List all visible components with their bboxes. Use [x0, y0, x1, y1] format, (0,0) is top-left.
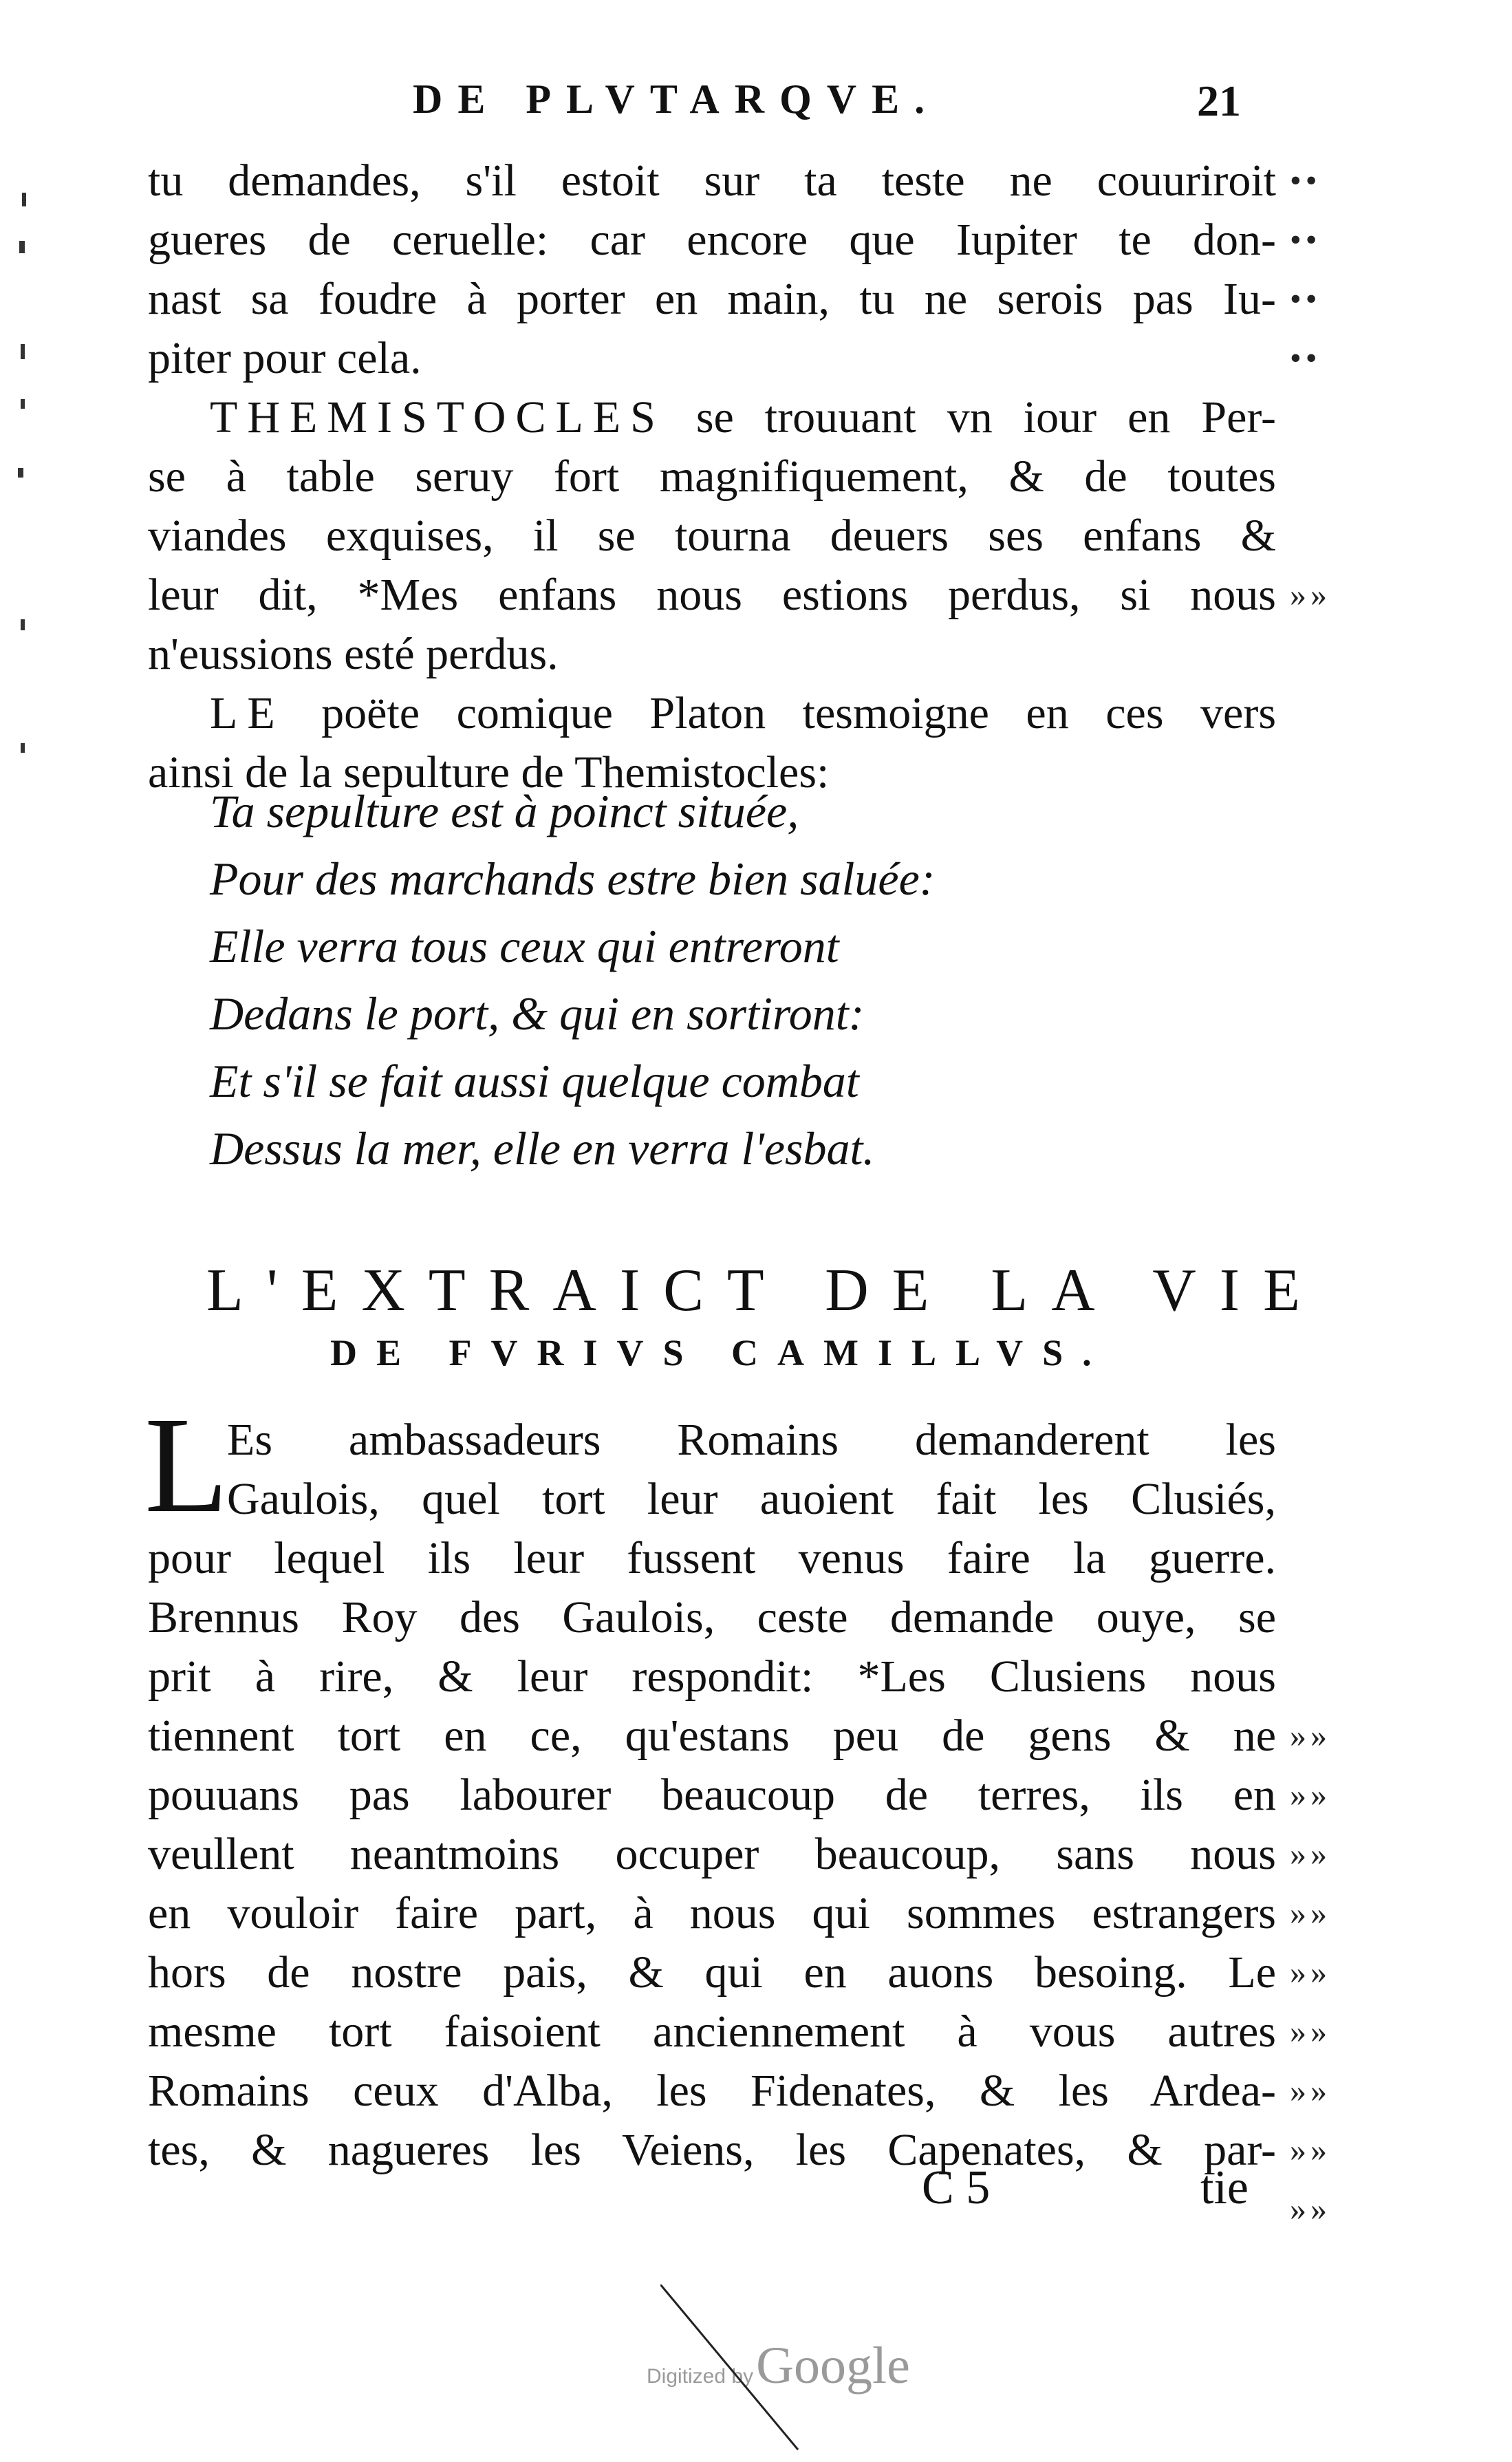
text-line: Romains ceux d'Alba, les Fidenates, & les Ardea-	[148, 2066, 1276, 2116]
paragraph-2	[148, 388, 1276, 684]
paragraph-4	[148, 1411, 1276, 2180]
margin-mark	[1290, 447, 1331, 506]
text-line: viandes exquises, il se tourna deuers ses enfans &	[148, 511, 1276, 561]
margin-mark: »»	[1290, 2132, 1331, 2168]
text-line: hors de nostre pais, & qui en auons besoing. Le	[148, 1947, 1276, 1998]
text-line: piter pour cela.	[148, 333, 422, 383]
margin-mark	[1290, 506, 1331, 566]
text-line: n'eussions esté perdus.	[148, 629, 559, 679]
lead-word: LE	[210, 688, 285, 738]
margin-mark: »»	[1290, 1717, 1331, 1754]
margin-mark: »»	[1290, 2013, 1331, 2050]
text-line: nast sa foudre à porter en main, tu ne serois pas Iu-	[148, 274, 1276, 324]
text-line: Es ambassadeurs Romains demanderent les	[227, 1415, 1276, 1465]
verse-line: Elle verra tous ceux qui entreront	[210, 920, 839, 972]
drop-cap: L	[144, 1389, 229, 1541]
text-line: se à table seruy fort magnifiquement, & de toutes	[148, 451, 1276, 502]
text-line: Brennus Roy des Gaulois, ceste demande ouye, se	[148, 1592, 1276, 1642]
signature-mark: C 5	[922, 2161, 991, 2214]
margin-quote-marks-top	[1290, 151, 1331, 625]
text-line: pour lequel ils leur fussent venus faire la guerre.	[148, 1533, 1276, 1583]
lead-name: THEMISTOCLES	[210, 392, 665, 442]
margin-mark: ••	[1290, 162, 1321, 199]
verse-line: Ta sepulture est à poinct située,	[210, 785, 799, 837]
margin-mark	[1290, 388, 1331, 447]
text-run: poëte comique Platon tesmoigne en ces vers	[321, 688, 1276, 738]
text-line: prit à rire, & leur respondit: *Les Clusiens nous	[148, 1651, 1276, 1702]
text-line: veullent neantmoins occuper beaucoup, sans nous	[148, 1829, 1276, 1879]
margin-mark: »»	[1290, 1777, 1331, 1813]
verse-line: Dessus la mer, elle en verra l'esbat.	[210, 1122, 875, 1175]
text-line: pouuans pas labourer beaucoup de terres, ils en	[148, 1770, 1276, 1820]
google-logo: Google	[756, 2337, 910, 2395]
verse-line: Et s'il se fait aussi quelque combat	[210, 1055, 859, 1107]
section-subtitle: DE FVRIVS CAMILLVS.	[330, 1332, 1111, 1373]
text-line: gueres de ceruelle: car encore que Iupiter te don-	[148, 215, 1276, 265]
catchword: tie	[1200, 2161, 1249, 2214]
paragraph-1	[148, 151, 1276, 388]
digitized-label: Digitized by	[647, 2365, 754, 2388]
margin-mark: »»	[1290, 577, 1331, 613]
margin-mark: ••	[1290, 340, 1321, 376]
margin-mark: »»	[1290, 1836, 1331, 1872]
margin-mark: ••	[1290, 281, 1321, 317]
margin-mark: ••	[1290, 222, 1321, 258]
bleed-through-specks	[14, 138, 41, 764]
running-head: DE PLVTARQVE.	[413, 76, 940, 122]
text-line: leur dit, *Mes enfans nous estions perdus, si nous	[148, 570, 1276, 620]
text-run: se trouuant vn iour en Per-	[695, 392, 1277, 442]
text-line	[148, 388, 1276, 447]
specks-icon	[14, 138, 41, 757]
verse-line: Pour des marchands estre bien saluée:	[210, 853, 936, 905]
text-line: ainsi de la sepulture de Themistocles:	[148, 747, 830, 798]
text-line: tiennent tort en ce, qu'estans peu de gens & ne	[148, 1711, 1276, 1761]
margin-mark: »»	[1290, 2191, 1331, 2227]
margin-quote-marks-bottom	[1290, 1706, 1331, 2239]
section-title: L'EXTRAICT DE LA VIE	[206, 1257, 1324, 1324]
verse-line: Dedans le port, & qui en sortiront:	[210, 987, 865, 1040]
text-line: tes, & nagueres les Veiens, les Capenates, & par-	[148, 2125, 1276, 2175]
margin-mark: »»	[1290, 1954, 1331, 1991]
text-line: tu demandes, s'il estoit sur ta teste ne couuriroit	[148, 156, 1276, 206]
scan-artifact-icon	[660, 2284, 825, 2456]
verse-block	[210, 778, 935, 1182]
margin-mark: »»	[1290, 2073, 1331, 2109]
text-line	[148, 684, 1276, 743]
text-line: Gaulois, quel tort leur auoient fait les Clusiés,	[227, 1474, 1276, 1524]
page-number: 21	[1197, 76, 1241, 125]
margin-mark: »»	[1290, 1895, 1331, 1931]
text-line: en vouloir faire part, à nous qui sommes estrangers	[148, 1888, 1276, 1938]
text-line: mesme tort faisoient anciennement à vous autres	[148, 2006, 1276, 2057]
